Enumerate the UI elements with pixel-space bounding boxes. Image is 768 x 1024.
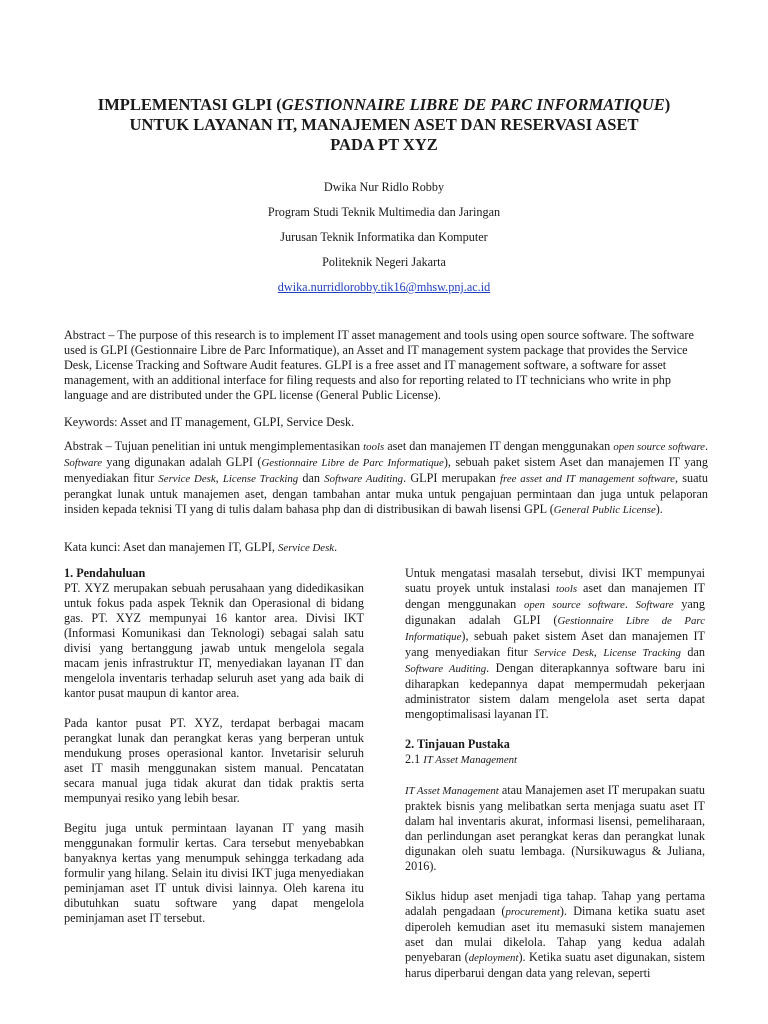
- title-line1-suffix: ): [664, 95, 671, 114]
- italic-segment: License Tracking: [603, 647, 681, 659]
- author-institution: Politeknik Negeri Jakarta: [322, 255, 446, 269]
- keywords-indonesian: [64, 540, 708, 556]
- left-paragraph-3: Begitu juga untuk permintaan layanan IT yang masih menggunakan formulir kertas. Cara tersebut menyebabkan banyaknya kertas yang menumpuk sehingga terkadang ada formulir yang hilang. Selain itu divisi IKT juga menyediakan peminjaman aset IT untuk divisi lainnya. Oleh karena itu dibutuhkan suatu software yang dapat mengelola peminjaman aset IT tersebut.: [64, 821, 364, 925]
- title-line3: PADA PT XYZ: [330, 135, 438, 154]
- italic-segment: Software Auditing: [405, 663, 487, 675]
- right-column: [405, 566, 705, 996]
- text-segment: ,: [593, 645, 604, 659]
- kata-kunci-text: Kata kunci: Aset dan manajemen IT, GLPI,: [64, 540, 279, 554]
- italic-segment: deployment: [468, 952, 519, 964]
- italic-segment: procurement: [505, 906, 560, 918]
- text-segment: aset dan manajemen IT dengan menggunakan: [405, 581, 705, 611]
- abstrak-segment: ), sebuah paket sistem Aset dan manajemen IT yang menyediakan fitur: [64, 455, 708, 485]
- subsection-title: IT Asset Management: [423, 754, 518, 766]
- right-paragraph-2: [405, 783, 705, 874]
- kata-kunci-italic: Service Desk: [278, 542, 335, 554]
- title-line1-italic: GESTIONNAIRE LIBRE DE PARC INFORMATIQUE: [281, 95, 665, 114]
- abstrak-segment: ).: [655, 502, 663, 516]
- author-name: Dwika Nur Ridlo Robby: [323, 180, 445, 194]
- italic-segment: tools: [556, 583, 578, 595]
- abstrak-italic: Gestionnaire Libre de Parc Informatique: [261, 457, 444, 469]
- left-paragraph-1: PT. XYZ merupakan sebuah perusahaan yang didedikasikan untuk fokus pada aspek Teknik dan Operasional di bidang gas. PT. XYZ mempunyai 16 kantor area. Divisi IKT (Informasi Komunikasi dan Teknologi) sebagai salah satu divisi yang bertanggung jawab untuk mengelola segala macam jenis infrastruktur IT, menyediakan layanan IT dan mengelola inventaris terhadap seluruh aset yang ada baik di kantor pusat maupun di kantor area.: [64, 581, 364, 700]
- abstrak-italic: Software: [64, 457, 102, 469]
- abstrak-italic: free asset and IT management software: [500, 473, 675, 485]
- text-segment: ), sebuah paket sistem Aset dan manajemen IT yang menyediakan fitur: [405, 629, 705, 659]
- text-segment: ). Dimana ketika suatu aset diperoleh kemudian aset itu memasuki sistem manajemen aset dan mulai dikelola. Tahap yang kedua adalah penyebaran (: [405, 904, 706, 964]
- abstrak-indonesian: [64, 439, 708, 518]
- italic-segment: IT Asset Management: [405, 785, 499, 797]
- right-paragraph-3: [405, 889, 705, 981]
- right-paragraph-1: [405, 566, 705, 722]
- section-heading-pendahuluan: 1. Pendahuluan: [64, 566, 146, 580]
- left-column: [64, 566, 364, 941]
- abstrak-italic: General Public License: [553, 504, 656, 516]
- abstract-english: [64, 328, 708, 403]
- italic-segment: Service Desk: [534, 647, 594, 659]
- text-segment: yang digunakan adalah GLPI (: [405, 597, 705, 627]
- section-heading-tinjauan-pustaka: 2. Tinjauan Pustaka: [405, 737, 510, 751]
- italic-segment: Software: [635, 599, 674, 611]
- abstrak-italic: Software Auditing: [324, 473, 404, 485]
- italic-segment: open source software: [523, 599, 625, 611]
- abstrak-segment: .: [704, 439, 709, 453]
- text-segment: Untuk mengatasi masalah tersebut, divisi IKT mempunyai suatu proyek untuk instalasi: [405, 566, 705, 595]
- abstrak-segment: aset dan manajemen IT dengan menggunakan: [384, 439, 614, 453]
- abstrak-segment: dan: [298, 471, 325, 485]
- author-block: [40, 180, 728, 305]
- title-line2: UNTUK LAYANAN IT, MANAJEMEN ASET DAN RESERVASI ASET: [129, 115, 639, 134]
- keywords-english: Keywords: Asset and IT management, GLPI, Service Desk.: [64, 415, 355, 429]
- abstrak-italic: open source software: [613, 441, 705, 453]
- subsection-heading: [405, 752, 705, 768]
- text-segment: atau Manajemen aset IT merupakan suatu praktek bisnis yang melibatkan serta menjaga suatu aset IT dalam hal inventaris akurat, informasi lisensi, pemeliharaan, dan perlindungan aset perangkat keras dan perangkat lunak digunakan oleh suatu lembaga. (Nursikuwagus & Juliana, 2016).: [405, 783, 705, 873]
- text-segment: ). Ketika suatu aset digunakan, sistem harus diperbarui dengan data yang relevan, seperti: [405, 950, 705, 980]
- abstract-text: The purpose of this research is to implement IT asset management and tools using open source software. The software used is GLPI (Gestionnaire Libre de Parc Informatique), an Asset and IT management system package that provides the Service Desk, License Tracking and Software Audit features. GLPI is a free asset and IT management software, a software for asset management, with an additional interface for filing requests and also for reporting related to IT technicians who write in php language and are distributed under the GPL license (General Public License).: [64, 328, 694, 402]
- italic-segment: Gestionnaire Libre de Parc Informatique: [405, 615, 705, 643]
- text-segment: . Dengan diterapkannya software baru ini diharapkan kedepannya dapat mempermudah pekerjaan administrator sistem dalam mengelola aset serta dapat mengoptimalisasi layanan IT.: [405, 661, 705, 721]
- abstrak-segment: yang digunakan adalah GLPI (: [102, 455, 262, 469]
- author-department: Jurusan Teknik Informatika dan Komputer: [280, 230, 488, 244]
- abstrak-italic: Service Desk: [158, 473, 216, 485]
- text-segment: .: [624, 597, 636, 611]
- abstract-label: Abstract –: [64, 328, 115, 342]
- abstrak-italic: tools: [363, 441, 385, 453]
- kata-kunci-end: .: [334, 540, 338, 554]
- paper-title: [40, 95, 728, 155]
- text-segment: dan: [680, 645, 705, 659]
- abstrak-segment: . GLPI merupakan: [403, 471, 501, 485]
- author-program: Program Studi Teknik Multimedia dan Jaringan: [267, 205, 501, 219]
- subsection-number: 2.1: [405, 752, 424, 766]
- abstrak-segment: ,: [215, 471, 223, 485]
- title-line1-prefix: IMPLEMENTASI GLPI (: [97, 95, 282, 114]
- left-paragraph-2: Pada kantor pusat PT. XYZ, terdapat berbagai macam perangkat lunak dan perangkat keras yang berperan untuk mendukung proses operasional kantor. Invetarisir seluruh aset IT masih menggunakan sistem manual. Pencatatan secara manual juga tidak akurat dan tidak praktis serta mempunyai resiko yang lebih besar.: [64, 716, 364, 805]
- abstrak-segment: , suatu perangkat lunak untuk manajemen aset, dengan tambahan antar muka untuk pengajuan permintaan dan juga untuk pelaporan insiden kepada teknisi TI yang di tulis dalam bahasa php dan di distribusikan di bawah lisensi GPL (: [64, 471, 708, 516]
- abstrak-segment: Tujuan penelitian ini untuk mengimplementasikan: [111, 439, 364, 453]
- author-email-link[interactable]: dwika.nurridlorobby.tik16@mhsw.pnj.ac.id: [277, 280, 491, 294]
- abstrak-italic: License Tracking: [222, 473, 299, 485]
- abstrak-label: Abstrak –: [64, 439, 112, 453]
- text-segment: Siklus hidup aset menjadi tiga tahap. Tahap yang pertama adalah pengadaan (: [405, 889, 705, 918]
